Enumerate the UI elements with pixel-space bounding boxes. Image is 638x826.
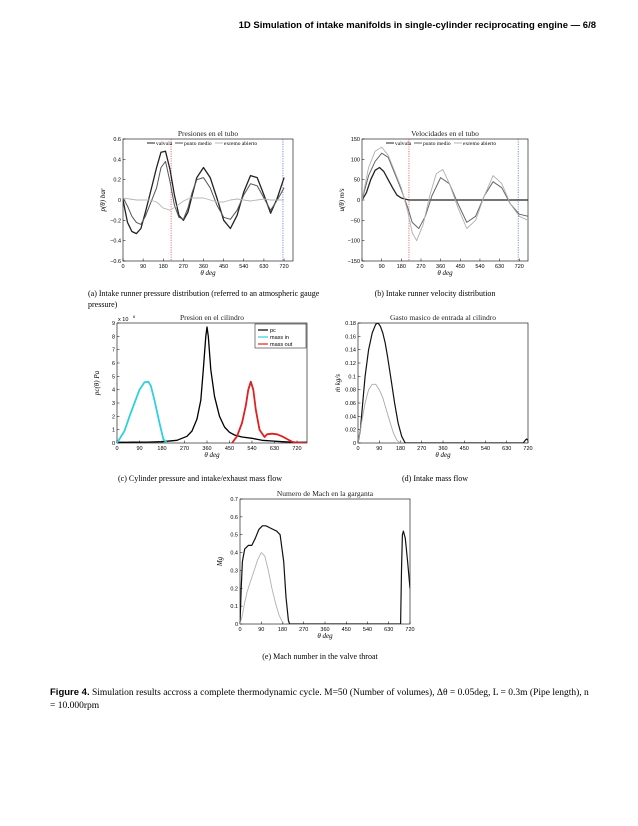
y-tick-label: 0.2 [230, 586, 238, 593]
y-tick-label: 4 [111, 387, 115, 394]
subcaption-d: (d) Intake mass flow [402, 474, 468, 483]
series-line-mass-in [117, 382, 167, 443]
x-tick-label: 270 [178, 264, 188, 270]
y-axis-label: Mg [216, 556, 224, 567]
y-tick-label: 0.1 [230, 604, 238, 611]
series-line-exremo-abierto [362, 147, 528, 241]
legend-label: mass in [270, 335, 289, 341]
y-tick-label: 0.1 [348, 374, 356, 381]
y-tick-label: 0.04 [345, 414, 356, 421]
chart-cylinder-pressure [95, 310, 315, 465]
x-tick-label: 720 [292, 446, 302, 452]
y-tick-label: 100 [350, 157, 360, 164]
y-tick-label: 3 [111, 401, 115, 407]
x-tick-label: 630 [269, 446, 280, 452]
plot-frame [240, 499, 410, 624]
x-tick-label: 90 [378, 264, 385, 270]
y-tick-label: −0.4 [110, 238, 121, 245]
x-tick-label: 0 [121, 264, 125, 270]
x-tick-label: 180 [396, 264, 406, 270]
chart-title: Gasto masico de entrada al cilindro [389, 313, 497, 322]
x-tick-label: 450 [219, 264, 229, 270]
series-line-2 [358, 384, 401, 443]
legend-label: mass out [270, 342, 293, 348]
series-line-punto-medio [362, 153, 528, 228]
y-axis-label: pc(θ) Pa [93, 370, 101, 396]
x-tick-label: 720 [514, 264, 524, 270]
x-tick-label: 450 [459, 446, 469, 452]
y-tick-label: −50 [350, 218, 360, 225]
legend-label: punto medio [184, 141, 212, 147]
y-tick-label: 9 [111, 321, 115, 327]
y-axis-label: ṁ kg/s [334, 373, 342, 393]
y-tick-label: 0.08 [345, 387, 356, 394]
y-axis-label: p(θ) bar [99, 188, 107, 212]
x-tick-label: 540 [247, 446, 257, 452]
plot-frame [358, 323, 528, 443]
y-tick-label: 0.12 [345, 361, 356, 367]
x-tick-label: 360 [198, 264, 209, 270]
y-tick-label: 1 [111, 427, 115, 434]
y-tick-label: 0.6 [230, 514, 238, 521]
x-tick-label: 450 [455, 264, 465, 270]
x-tick-label: 360 [202, 446, 212, 452]
subcaption-e: (e) Mach number in the valve throat [262, 652, 378, 661]
y-tick-label: −0.2 [110, 218, 121, 225]
x-axis-label: θ deg [317, 632, 333, 640]
series-line-1 [240, 526, 410, 624]
x-tick-label: 270 [417, 446, 427, 452]
series-line-punto-medio [123, 161, 284, 224]
legend-label: punto medio [423, 141, 451, 147]
x-tick-label: 720 [523, 446, 533, 452]
y-tick-label: 8 [111, 334, 115, 341]
y-tick-label: 0.16 [345, 334, 356, 341]
y-tick-label: 0.4 [113, 157, 121, 164]
y-axis-label: u(θ) m/s [338, 188, 346, 212]
y-tick-label: 2 [111, 414, 115, 421]
y-tick-label: 7 [111, 347, 115, 354]
chart-intake-mass-flow [330, 310, 535, 465]
y-tick-label: −100 [347, 238, 360, 245]
y-tick-label: 0.7 [230, 497, 238, 503]
legend-label: exremo abierto [463, 141, 497, 147]
subcaption-b: (b) Intake runner velocity distribution [374, 289, 496, 298]
y-tick-label: 50 [353, 177, 360, 184]
y-tick-label: −150 [347, 259, 360, 265]
x-tick-label: 630 [384, 627, 394, 633]
legend-label: exremo abierto [224, 141, 258, 147]
x-axis-label: θ deg [437, 269, 453, 277]
subcaption-c: (c) Cylinder pressure and intake/exhaust mass flow [118, 474, 282, 483]
x-tick-label: 0 [360, 264, 364, 270]
x-tick-label: 630 [259, 264, 269, 270]
y-tick-label: 0 [111, 441, 115, 447]
y-tick-label: 0.6 [113, 137, 121, 143]
x-tick-label: 720 [279, 264, 289, 270]
series-line-2 [240, 553, 285, 624]
x-tick-label: 450 [224, 446, 235, 452]
chart-title: Velocidades en el tubo [411, 129, 479, 138]
legend-label: pc [270, 328, 276, 334]
x-tick-label: 90 [376, 446, 383, 452]
x-tick-label: 0 [238, 627, 242, 633]
x-tick-label: 270 [299, 627, 309, 633]
y-tick-label: 0.02 [345, 427, 356, 434]
x-tick-label: 450 [341, 627, 351, 633]
x-tick-label: 270 [179, 446, 190, 452]
x-tick-label: 180 [395, 446, 406, 452]
x-tick-label: 630 [495, 264, 505, 270]
x-axis-label: θ deg [435, 451, 451, 459]
x-tick-label: 540 [239, 264, 249, 270]
y-tick-label: 6 [111, 361, 115, 367]
y-tick-label: 0.14 [345, 347, 356, 354]
x-tick-label: 180 [277, 627, 288, 633]
chart-title: Numero de Mach en la garganta [276, 489, 374, 498]
x-tick-label: 90 [258, 627, 265, 633]
x-tick-label: 90 [136, 446, 143, 452]
x-axis-label: θ deg [204, 451, 220, 459]
chart-mach-number [210, 487, 425, 642]
figure-caption-text: Simulation results accross a complete thermodynamic cycle. M=50 (Number of volumes), Δθ = 0.05deg, L = 0.3m (Pipe length), n = 10.000rpm [50, 688, 589, 711]
y-multiplier-exponent: 6 [133, 314, 136, 319]
y-tick-label: 150 [350, 137, 360, 143]
x-tick-label: 360 [438, 446, 448, 452]
x-tick-label: 720 [405, 627, 415, 633]
y-tick-label: −0.6 [110, 259, 121, 265]
y-tick-label: 0.3 [230, 568, 238, 575]
x-tick-label: 270 [416, 264, 426, 270]
x-tick-label: 0 [115, 446, 119, 452]
series-line-valvula [362, 168, 528, 201]
legend-label: valvula [156, 141, 173, 147]
y-tick-label: 0.4 [230, 550, 238, 557]
y-tick-label: 0 [352, 441, 356, 447]
x-tick-label: 180 [158, 264, 168, 270]
x-axis-label: θ deg [200, 269, 216, 277]
series-line-valvula [123, 151, 284, 233]
subcaption-a: (a) Intake runner pressure distribution (referred to an atmospheric gauge pressure) [88, 289, 320, 309]
x-tick-label: 0 [356, 446, 360, 452]
x-tick-label: 360 [436, 264, 446, 270]
figure-label: Figure 4. [50, 687, 90, 698]
x-tick-label: 180 [157, 446, 167, 452]
series-line-mass-out [232, 382, 307, 443]
chart-title: Presion en el cilindro [180, 313, 244, 322]
series-line-1 [358, 323, 528, 443]
y-tick-label: 0 [356, 198, 360, 204]
x-tick-label: 90 [140, 264, 147, 270]
y-tick-label: 0.5 [230, 532, 238, 539]
y-tick-label: 0.2 [113, 177, 121, 184]
y-tick-label: 0 [117, 198, 121, 204]
y-multiplier: x 10 [118, 317, 129, 323]
chart-pipe-velocity [330, 125, 535, 275]
y-tick-label: 0.06 [345, 401, 356, 407]
x-tick-label: 360 [320, 627, 330, 633]
page-header: 1D Simulation of intake manifolds in single-cylinder reciprocating engine — 6/8 [238, 20, 596, 31]
x-tick-label: 540 [362, 627, 373, 633]
x-tick-label: 630 [502, 446, 512, 452]
y-tick-label: 5 [111, 374, 115, 381]
chart-title: Presiones en el tubo [177, 129, 239, 138]
y-tick-label: 0.18 [345, 321, 356, 327]
figure-caption [50, 686, 590, 713]
chart-pipe-pressure [95, 125, 300, 275]
x-tick-label: 540 [480, 446, 491, 452]
y-tick-label: 0 [234, 622, 238, 628]
x-tick-label: 540 [475, 264, 485, 270]
legend-label: valvula [395, 141, 412, 147]
